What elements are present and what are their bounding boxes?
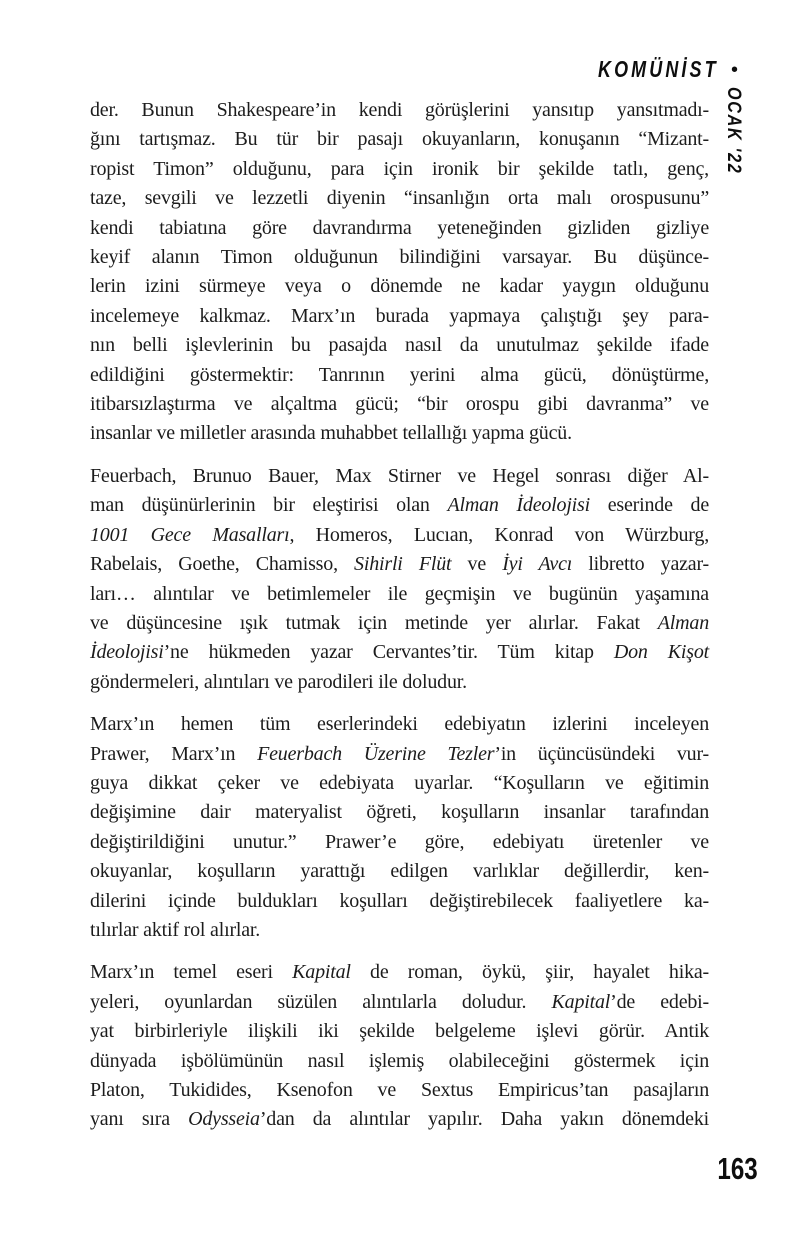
text-line: Marx’ın temel eseri Kapital de roman, öykü, şiir, hayalet hika-: [90, 961, 709, 984]
text-line: keyif alanın Timon olduğunun bilindiğini varsayar. Bu düşünce-: [90, 246, 709, 269]
text-line: Rabelais, Goethe, Chamisso, Sihirli Flüt ve İyi Avcı libretto yazar-: [90, 553, 710, 576]
text-line: ropist Timon” olduğunu, para için ironik bir şekilde tatlı, genç,: [90, 157, 709, 180]
text-line: ve düşüncesine ışık tutmak için metinde yer alırlar. Fakat Alman: [90, 611, 709, 634]
body-text: [90, 96, 709, 1135]
text-line: Feuerbach, Brunuo Bauer, Max Stirner ve Hegel sonrası diğer Al-: [90, 464, 709, 487]
text-line: Marx’ın hemen tüm eserlerindeki edebiyatın izlerini inceleyen: [90, 713, 709, 736]
text-line: taze, sevgili ve lezzetli diyenin “insanlığın orta malı orospusunu”: [90, 187, 709, 210]
text-line: lerin izini sürmeye veya o dönemde ne kadar yaygın olduğunu: [90, 275, 709, 298]
text-line: incelemeye kalkmaz. Marx’ın burada yapmaya çalıştığı şey para-: [90, 304, 709, 327]
text-line: Platon, Tukidides, Ksenofon ve Sextus Empiricus’tan pasajların: [90, 1079, 709, 1101]
text-line: edildiğini göstermektir: Tanrının yerini alma gücü, dönüştürme,: [90, 363, 709, 386]
text-line: man düşünürlerinin bir eleştirisi olan Alman İdeolojisi eserinde de: [90, 494, 709, 517]
text-line: guya dikkat çeker ve edebiyata uyarlar. “Koşulların ve eğitimin: [90, 771, 709, 794]
text-line: 1001 Gece Masalları, Homeros, Lucıan, Konrad von Würzburg,: [90, 523, 710, 546]
text-line: insanlar ve milletler arasında muhabbet tellallığı yapma gücü.: [90, 422, 572, 445]
text-line: yanı sıra Odysseia’dan da alıntılar yapılır. Daha yakın dönemdeki: [90, 1108, 709, 1131]
text-line: dilerini içinde buldukları koşulları değiştirebilecek faaliyetlere ka-: [90, 889, 709, 912]
text-line: okuyanlar, koşulların yarattığı edilgen varlıklar değillerdir, ken-: [90, 860, 709, 883]
text-line: ları… alıntılar ve betimlemeler ile geçmişin ve bugünün yaşamına: [90, 582, 709, 605]
issue-date-label: OCAK '22: [723, 87, 744, 175]
text-line: değiştirildiğini unutur.” Prawer’e göre, edebiyatı üretenler ve: [90, 830, 709, 853]
paragraph: [90, 958, 709, 1134]
page-number: 163: [717, 1151, 758, 1186]
text-line: tılırlar aktif rol alırlar.: [90, 918, 261, 941]
paragraph: [90, 462, 709, 697]
text-line: der. Bunun Shakespeare’in kendi görüşlerini yansıtıp yansıtmadı-: [90, 99, 709, 121]
masthead: [564, 56, 738, 83]
text-line: Prawer, Marx’ın Feuerbach Üzerine Tezler’in üçüncüsündeki vur-: [90, 742, 709, 765]
text-line: İdeolojisi’ne hükmeden yazar Cervantes’tir. Tüm kitap Don Kişot: [90, 641, 709, 664]
text-line: nın belli işlevlerinin bu pasajda nasıl da unutulmaz şekilde ifade: [90, 334, 709, 357]
text-line: yeleri, oyunlardan süzülen alıntılarla doludur. Kapital’de edebi-: [90, 990, 709, 1013]
journal-title: KOMÜNİST: [598, 56, 719, 82]
bullet-icon: •: [730, 58, 738, 81]
text-line: değişimine dair materyalist öğreti, koşulların insanlar tarafından: [90, 801, 709, 824]
text-line: göndermeleri, alıntıları ve parodileri ile doludur.: [90, 670, 467, 693]
text-line: itibarsızlaştırma ve alçaltma gücü; “bir orospu gibi davranma” ve: [90, 393, 709, 416]
text-line: dünyada işbölümünün nasıl işlemiş olabileceğini göstermek için: [90, 1049, 709, 1072]
paragraph: [90, 96, 709, 449]
text-line: kendi tabiatına göre davrandırma yeteneğinden gizliden gizliye: [90, 216, 709, 239]
text-line: ğını tartışmaz. Bu tür bir pasajı okuyanların, konuşanın “Mizant-: [90, 128, 709, 151]
text-line: yat birbirleriyle ilişkili iki şekilde belgeleme işlevi görür. Antik: [90, 1020, 709, 1043]
paragraph: [90, 710, 709, 945]
